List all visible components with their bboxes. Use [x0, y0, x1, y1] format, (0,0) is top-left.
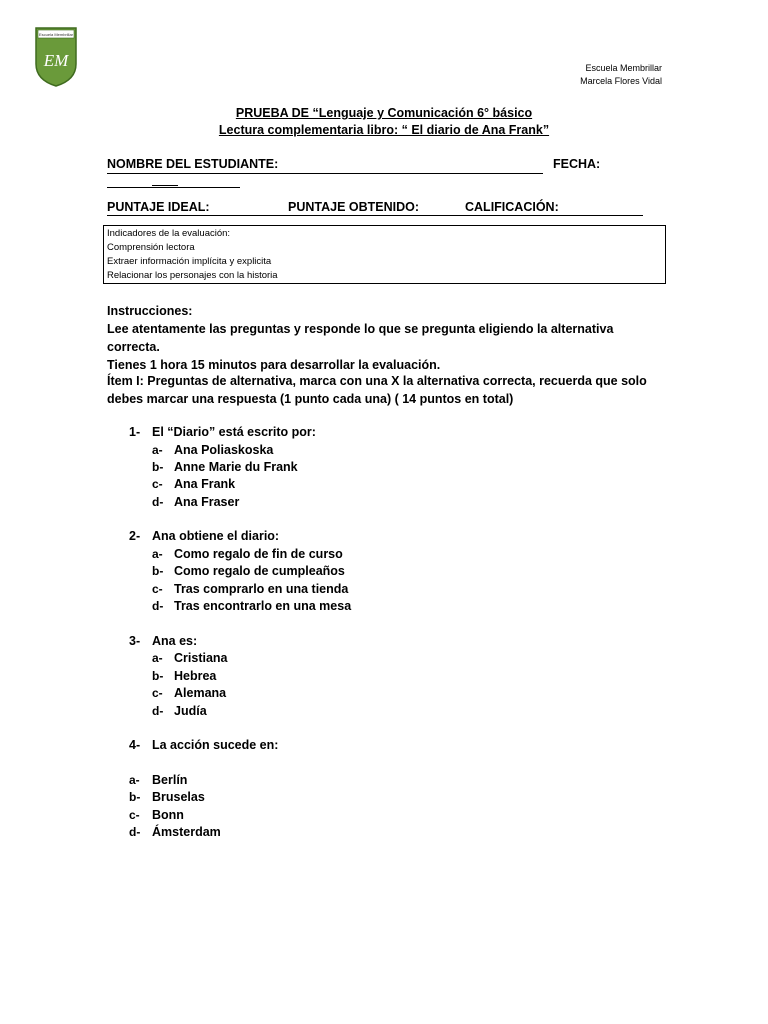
school-logo: [34, 26, 78, 88]
question-text: El “Diario” está escrito por:: [152, 425, 316, 439]
indicator-item: Extraer información implícita y explicita: [107, 256, 272, 267]
item-header-line: debes marcar una respuesta (1 punto cada una) ( 14 puntos en total): [107, 392, 514, 406]
question-number: 3-: [129, 634, 141, 648]
school-info: [580, 62, 662, 88]
instructions-title: Instrucciones:: [107, 304, 193, 318]
instructions: [107, 302, 667, 374]
option-text[interactable]: Hebrea: [174, 669, 217, 683]
item-header-line: Ítem I: Preguntas de alternativa, marca con una X la alternativa correcta, recuerda que solo: [107, 374, 647, 388]
instructions-line: Lee atentamente las preguntas y responde lo que se pregunta eligiendo la alternativa correcta.: [107, 322, 614, 354]
question-text: Ana obtiene el diario:: [152, 529, 280, 543]
question-number: 1-: [129, 425, 141, 439]
option-text[interactable]: Como regalo de cumpleaños: [174, 564, 345, 578]
option-text[interactable]: Cristiana: [174, 651, 228, 665]
item-header: [107, 372, 667, 408]
option-letter: a-: [152, 443, 163, 457]
question-text: La acción sucede en:: [152, 738, 279, 752]
option-text[interactable]: Anne Marie du Frank: [174, 460, 298, 474]
option-letter: d-: [152, 599, 164, 613]
indicator-item: Comprensión lectora: [107, 242, 195, 253]
option-text[interactable]: Judía: [174, 704, 207, 718]
option-text[interactable]: Tras encontrarlo en una mesa: [174, 599, 352, 613]
indicators-title: Indicadores de la evaluación:: [107, 228, 231, 239]
option-letter: d-: [152, 495, 164, 509]
option-text[interactable]: Berlín: [152, 773, 188, 787]
logo-top-text: Escuela Membrillar: [38, 32, 74, 37]
option-letter: b-: [152, 669, 164, 683]
option-letter: d-: [152, 704, 164, 718]
option-text[interactable]: Ana Poliaskoska: [174, 443, 274, 457]
option-letter: b-: [129, 790, 141, 804]
question-number: 2-: [129, 529, 141, 543]
date-line-mark: [152, 185, 178, 186]
option-text[interactable]: Bonn: [152, 808, 184, 822]
ideal-score-label: PUNTAJE IDEAL:: [107, 200, 210, 214]
question-number: 4-: [129, 738, 141, 752]
date-line[interactable]: [107, 187, 240, 188]
logo-monogram: EM: [43, 51, 69, 70]
option-letter: c-: [152, 477, 163, 491]
option-text[interactable]: Bruselas: [152, 790, 205, 804]
option-letter: c-: [152, 686, 163, 700]
indicator-item: Relacionar los personajes con la historia: [107, 270, 278, 281]
option-letter: c-: [129, 808, 140, 822]
option-letter: b-: [152, 460, 164, 474]
student-name-line[interactable]: [107, 173, 543, 174]
option-letter: a-: [152, 651, 163, 665]
option-text[interactable]: Alemana: [174, 686, 227, 700]
option-text[interactable]: Ámsterdam: [152, 825, 221, 839]
teacher-name: Marcela Flores Vidal: [580, 76, 662, 86]
obtained-score-label: PUNTAJE OBTENIDO:: [288, 200, 420, 214]
score-line: [107, 215, 643, 216]
option-letter: d-: [129, 825, 141, 839]
indicators-box: [103, 225, 666, 284]
option-letter: a-: [129, 773, 140, 787]
option-text[interactable]: Como regalo de fin de curso: [174, 547, 343, 561]
option-text[interactable]: Tras comprarlo en una tienda: [174, 582, 349, 596]
school-name: Escuela Membrillar: [585, 63, 662, 73]
test-title: PRUEBA DE “Lenguaje y Comunicación 6° básico: [235, 106, 533, 120]
option-text[interactable]: Ana Fraser: [174, 495, 240, 509]
instructions-line: Tienes 1 hora 15 minutos para desarrollar la evaluación.: [107, 358, 441, 372]
option-letter: b-: [152, 564, 164, 578]
grade-label: CALIFICACIÓN:: [465, 200, 559, 214]
question-text: Ana es:: [152, 634, 198, 648]
test-subtitle: Lectura complementaria libro: “ El diario de Ana Frank”: [218, 123, 550, 137]
date-label: FECHA:: [553, 157, 601, 171]
option-letter: a-: [152, 547, 163, 561]
student-name-label: NOMBRE DEL ESTUDIANTE:: [107, 157, 279, 171]
option-text[interactable]: Ana Frank: [174, 477, 236, 491]
option-letter: c-: [152, 582, 163, 596]
